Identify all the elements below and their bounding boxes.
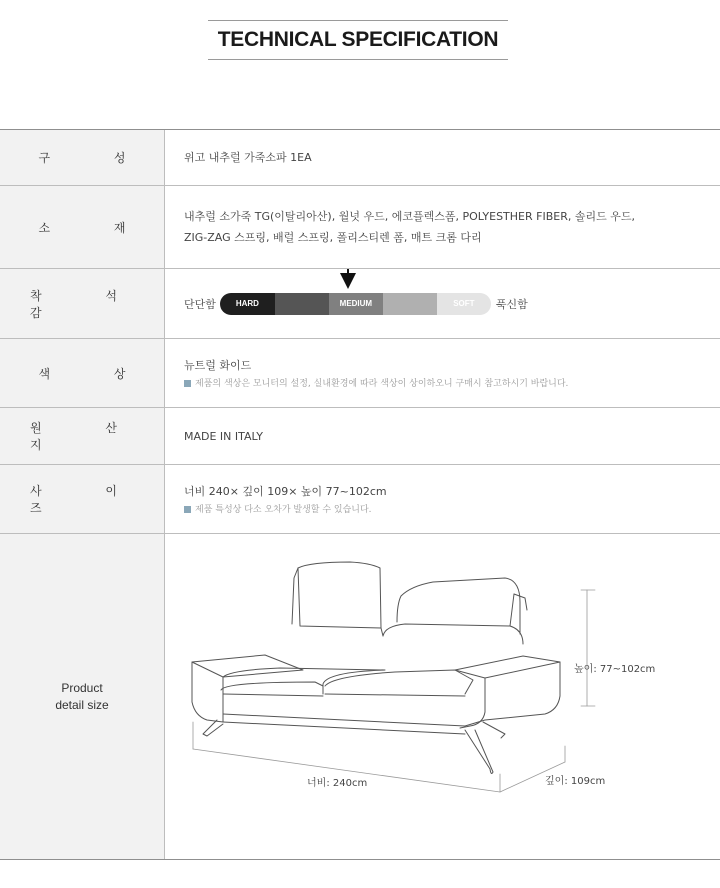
row-material [0,186,720,269]
size-label: 사 이 즈 [30,484,147,515]
note-square-icon [184,506,191,513]
sofa-diagram [165,534,720,859]
color-label: 색 상 [38,366,156,381]
detail-size-label [55,680,108,714]
row-detail-size [0,534,720,860]
scale-segment-hard: HARD [220,293,275,315]
selected-level-pointer-icon [340,273,356,289]
size-note [184,502,720,518]
title-top-rule [208,20,508,21]
row-label [0,465,165,533]
composition-label: 구 성 [38,151,156,165]
depth-dimension-label: 깊이: 109cm [545,776,606,787]
origin-label: 원 산 지 [30,421,147,452]
origin-value: MADE IN ITALY [184,429,263,443]
firmness-hard-text: 단단함 [184,297,216,311]
firmness-scale [220,293,491,315]
row-firmness [0,269,720,339]
title-bottom-rule [208,59,508,60]
scale-segment-medium: MEDIUM [329,293,383,315]
pointer-stem [347,269,349,275]
firmness-scale-row [184,293,720,315]
spec-table [0,129,720,860]
width-dimension-label: 너비: 240cm [307,778,368,789]
title-block [208,20,508,60]
detail-label-line-2: detail size [55,697,109,712]
row-value [165,269,720,338]
material-line-2: ZIG-ZAG 스프링, 배럴 스프링, 폴리스티렌 폼, 매트 크롬 다리 [184,231,482,244]
scale-segment-2 [275,293,329,315]
size-note-text: 제품 특성상 다소 오차가 발생할 수 있습니다. [195,504,372,515]
scale-segment-soft: SOFT [437,293,491,315]
color-note [184,376,720,392]
detail-label-line-1: Product [61,680,103,695]
firmness-label: 착 석 감 [30,288,147,320]
page-title: TECHNICAL SPECIFICATION [217,28,499,51]
height-dimension-label: 높이: 77~102cm [574,664,656,675]
row-label [0,269,165,338]
row-composition [0,130,720,186]
firmness-soft-text: 푹신함 [495,297,528,311]
row-color [0,339,720,408]
dimension-lines [193,590,595,792]
color-note-text: 제품의 색상은 모니터의 설정, 실내환경에 따라 색상이 상이하오니 구매시 참고하시기 바랍니다. [195,378,569,389]
row-label [0,339,165,407]
material-label: 소 재 [38,220,156,235]
row-origin [0,408,720,465]
row-label [0,130,165,185]
row-label [0,534,165,859]
sofa-line-drawing [165,534,720,859]
row-size [0,465,720,534]
row-value [165,130,720,185]
size-value: 너비 240× 깊이 109× 높이 77~102cm [184,484,387,498]
row-value [165,465,720,533]
row-value [165,408,720,464]
scale-segment-4 [383,293,437,315]
note-square-icon [184,380,191,387]
row-value [165,186,720,268]
color-value: 뉴트럴 화이드 [184,358,252,372]
row-label [0,408,165,464]
composition-value: 위고 내추럴 가죽소파 1EA [184,151,312,164]
row-label [0,186,165,268]
row-value [165,339,720,407]
material-line-1: 내추럴 소가죽 TG(이탈리아산), 월넛 우드, 에코플렉스폼, POLYESTHER FIBER, 솔리드 우드, [184,210,635,223]
